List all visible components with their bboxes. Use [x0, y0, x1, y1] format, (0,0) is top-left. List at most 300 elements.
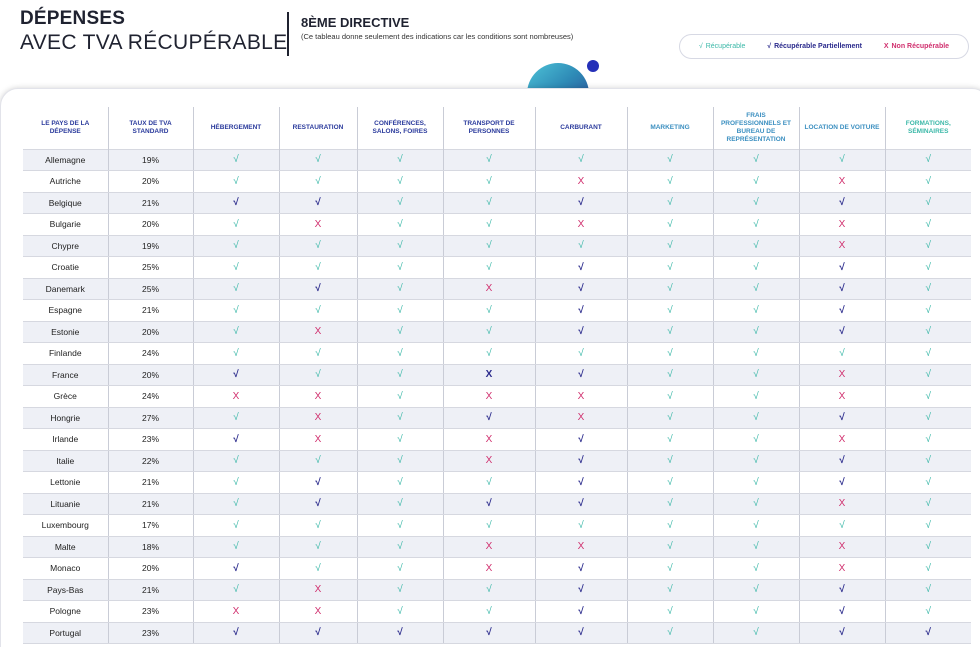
status-cell [799, 364, 885, 386]
status-cell [713, 472, 799, 494]
status-cell [535, 192, 627, 214]
cross-icon: X [314, 218, 322, 230]
status-cell [713, 192, 799, 214]
status-cell [193, 450, 279, 472]
country-cell: Italie [23, 450, 108, 472]
status-cell [357, 407, 443, 429]
table-row [23, 472, 971, 494]
status-cell [357, 450, 443, 472]
column-header: MARKETING [627, 107, 713, 149]
status-cell [193, 622, 279, 644]
status-cell [279, 450, 357, 472]
check-icon: √ [315, 240, 321, 252]
status-cell [443, 235, 535, 257]
cross-icon: X [314, 433, 322, 445]
check-icon: √ [233, 326, 239, 338]
status-cell [357, 214, 443, 236]
status-cell [357, 601, 443, 623]
country-cell: Estonie [23, 321, 108, 343]
status-cell [193, 171, 279, 193]
cross-icon: X [314, 326, 322, 338]
status-cell [799, 235, 885, 257]
cross-icon: X [485, 562, 493, 574]
status-cell [885, 579, 971, 601]
check-icon: √ [486, 627, 492, 639]
check-icon: √ [925, 218, 931, 230]
vat-rate-cell: 20% [108, 558, 193, 580]
status-cell [535, 300, 627, 322]
cross-icon: X [485, 433, 493, 445]
status-cell [799, 601, 885, 623]
check-icon: √ [233, 584, 239, 596]
table-body [23, 149, 971, 644]
table-row [23, 235, 971, 257]
table-row [23, 386, 971, 408]
table-row [23, 214, 971, 236]
cross-icon: X [485, 541, 493, 553]
title-divider [287, 12, 289, 56]
status-cell [535, 622, 627, 644]
vat-rate-cell: 21% [108, 472, 193, 494]
check-icon: √ [397, 498, 403, 510]
status-cell [193, 343, 279, 365]
check-icon: √ [667, 197, 673, 209]
status-cell [799, 407, 885, 429]
status-cell [535, 364, 627, 386]
status-cell [627, 493, 713, 515]
legend-non-recoverable [884, 43, 949, 50]
status-cell [799, 171, 885, 193]
status-cell [885, 493, 971, 515]
check-icon: √ [315, 519, 321, 531]
cross-icon: X [314, 412, 322, 424]
check-icon: √ [315, 476, 321, 488]
status-cell [885, 257, 971, 279]
country-cell: Malte [23, 536, 108, 558]
status-cell [885, 450, 971, 472]
check-icon: √ [233, 476, 239, 488]
check-icon: √ [667, 541, 673, 553]
status-cell [799, 579, 885, 601]
check-icon: √ [667, 347, 673, 359]
status-cell [713, 171, 799, 193]
cross-icon: X [485, 455, 493, 467]
check-icon: √ [667, 390, 673, 402]
status-cell [193, 558, 279, 580]
vat-rate-cell: 18% [108, 536, 193, 558]
vat-table [23, 107, 971, 644]
country-cell: Pologne [23, 601, 108, 623]
status-cell [799, 515, 885, 537]
check-icon: √ [233, 433, 239, 445]
status-cell [799, 622, 885, 644]
status-cell [799, 536, 885, 558]
status-cell [885, 149, 971, 171]
status-cell [357, 321, 443, 343]
status-cell [279, 493, 357, 515]
status-cell [799, 149, 885, 171]
check-icon: √ [397, 369, 403, 381]
status-cell [443, 149, 535, 171]
check-icon: √ [925, 541, 931, 553]
check-icon: √ [486, 218, 492, 230]
status-cell [885, 601, 971, 623]
check-icon: √ [839, 519, 845, 531]
country-cell: Portugal [23, 622, 108, 644]
cross-icon: X [577, 412, 585, 424]
cross-icon: X [485, 390, 493, 402]
status-cell [443, 450, 535, 472]
check-icon: √ [578, 347, 584, 359]
status-cell [357, 493, 443, 515]
status-cell [193, 364, 279, 386]
status-cell [279, 321, 357, 343]
check-icon: √ [578, 304, 584, 316]
check-icon: √ [486, 326, 492, 338]
check-icon: √ [925, 455, 931, 467]
check-icon: √ [753, 627, 759, 639]
status-cell [443, 622, 535, 644]
check-icon: √ [925, 197, 931, 209]
status-cell [279, 214, 357, 236]
directive-note: (Ce tableau donne seulement des indications car les conditions sont nombreuses) [301, 32, 574, 41]
column-header: FRAIS PROFESSIONNELS ET BUREAU DE REPRÉSENTATION [713, 107, 799, 149]
status-cell [713, 386, 799, 408]
status-cell [627, 450, 713, 472]
check-icon: √ [839, 627, 845, 639]
column-header: HÉBERGEMENT [193, 107, 279, 149]
check-icon: √ [753, 326, 759, 338]
status-cell [713, 278, 799, 300]
check-icon: √ [698, 43, 703, 50]
status-cell [357, 235, 443, 257]
status-cell [799, 472, 885, 494]
status-cell [357, 192, 443, 214]
check-icon: √ [753, 562, 759, 574]
status-cell [279, 149, 357, 171]
check-icon: √ [486, 175, 492, 187]
status-cell [627, 407, 713, 429]
status-cell [627, 558, 713, 580]
status-cell [443, 515, 535, 537]
country-cell: Croatie [23, 257, 108, 279]
check-icon: √ [753, 283, 759, 295]
status-cell [799, 278, 885, 300]
check-icon: √ [667, 240, 673, 252]
status-cell [713, 515, 799, 537]
cross-icon: X [232, 390, 240, 402]
legend [679, 34, 969, 59]
check-icon: √ [925, 304, 931, 316]
check-icon: √ [753, 175, 759, 187]
check-icon: √ [753, 369, 759, 381]
check-icon: √ [397, 519, 403, 531]
status-cell [443, 192, 535, 214]
check-icon: √ [753, 584, 759, 596]
table-header-row [23, 107, 971, 149]
vat-rate-cell: 25% [108, 257, 193, 279]
status-cell [535, 278, 627, 300]
status-cell [357, 343, 443, 365]
check-icon: √ [753, 154, 759, 166]
status-cell [799, 558, 885, 580]
table-row [23, 257, 971, 279]
legend-recoverable [699, 43, 746, 50]
status-cell [885, 235, 971, 257]
check-icon: √ [578, 627, 584, 639]
legend-partial [767, 43, 862, 50]
status-cell [535, 407, 627, 429]
status-cell [535, 386, 627, 408]
vat-rate-cell: 20% [108, 364, 193, 386]
status-cell [279, 515, 357, 537]
vat-rate-cell: 21% [108, 493, 193, 515]
status-cell [279, 579, 357, 601]
vat-rate-cell: 23% [108, 429, 193, 451]
table-row [23, 343, 971, 365]
country-cell: Irlande [23, 429, 108, 451]
status-cell [279, 343, 357, 365]
check-icon: √ [397, 541, 403, 553]
check-icon: √ [486, 304, 492, 316]
cross-icon: X [314, 584, 322, 596]
status-cell [193, 214, 279, 236]
check-icon: √ [233, 347, 239, 359]
check-icon: √ [315, 498, 321, 510]
check-icon: √ [667, 519, 673, 531]
status-cell [713, 558, 799, 580]
check-icon: √ [397, 283, 403, 295]
status-cell [443, 579, 535, 601]
status-cell [535, 601, 627, 623]
table-row [23, 558, 971, 580]
check-icon: √ [753, 476, 759, 488]
column-header: CARBURANT [535, 107, 627, 149]
column-header: LE PAYS DE LA DÉPENSE [41, 119, 90, 135]
column-header: RESTAURATION [279, 107, 357, 149]
status-cell [357, 579, 443, 601]
table-row [23, 622, 971, 644]
status-cell [713, 579, 799, 601]
check-icon: √ [753, 197, 759, 209]
country-cell: Espagne [23, 300, 108, 322]
status-cell [799, 192, 885, 214]
cross-icon: X [838, 498, 846, 510]
check-icon: √ [578, 498, 584, 510]
check-icon: √ [667, 433, 673, 445]
status-cell [627, 214, 713, 236]
status-cell [357, 386, 443, 408]
table-row [23, 149, 971, 171]
check-icon: √ [397, 433, 403, 445]
check-icon: √ [486, 197, 492, 209]
status-cell [443, 214, 535, 236]
check-icon: √ [839, 605, 845, 617]
check-icon: √ [397, 304, 403, 316]
check-icon: √ [397, 197, 403, 209]
status-cell [357, 300, 443, 322]
status-cell [535, 472, 627, 494]
status-cell [627, 192, 713, 214]
status-cell [279, 536, 357, 558]
legend-recoverable-label: Récupérable [705, 43, 746, 50]
check-icon: √ [753, 218, 759, 230]
vat-rate-cell: 20% [108, 214, 193, 236]
status-cell [885, 214, 971, 236]
check-icon: √ [233, 369, 239, 381]
status-cell [535, 450, 627, 472]
status-cell [885, 429, 971, 451]
status-cell [279, 472, 357, 494]
column-header: TRANSPORT DE PERSONNES [443, 107, 535, 149]
check-icon: √ [397, 455, 403, 467]
status-cell [193, 536, 279, 558]
check-icon: √ [925, 154, 931, 166]
status-cell [357, 622, 443, 644]
check-icon: √ [397, 476, 403, 488]
status-cell [357, 278, 443, 300]
status-cell [443, 493, 535, 515]
check-icon: √ [667, 261, 673, 273]
check-icon: √ [753, 455, 759, 467]
status-cell [535, 579, 627, 601]
check-icon: √ [486, 347, 492, 359]
status-cell [535, 321, 627, 343]
status-cell [885, 407, 971, 429]
vat-rate-cell: 23% [108, 601, 193, 623]
vat-rate-cell: 19% [108, 235, 193, 257]
check-icon: √ [839, 304, 845, 316]
status-cell [885, 192, 971, 214]
status-cell [279, 558, 357, 580]
table-row [23, 171, 971, 193]
check-icon: √ [315, 304, 321, 316]
directive-title: 8ÈME DIRECTIVE [301, 15, 410, 30]
status-cell [193, 300, 279, 322]
status-cell [627, 257, 713, 279]
vat-rate-cell: 21% [108, 192, 193, 214]
check-icon: √ [925, 240, 931, 252]
check-icon: √ [315, 175, 321, 187]
check-icon: √ [925, 562, 931, 574]
check-icon: √ [233, 412, 239, 424]
check-icon: √ [486, 412, 492, 424]
check-icon: √ [486, 240, 492, 252]
status-cell [885, 536, 971, 558]
status-cell [443, 343, 535, 365]
vat-rate-cell: 20% [108, 321, 193, 343]
status-cell [627, 386, 713, 408]
status-cell [885, 622, 971, 644]
status-cell [357, 558, 443, 580]
check-icon: √ [578, 154, 584, 166]
status-cell [193, 601, 279, 623]
status-cell [535, 429, 627, 451]
table-row [23, 407, 971, 429]
country-cell: Danemark [23, 278, 108, 300]
check-icon: √ [578, 562, 584, 574]
status-cell [799, 450, 885, 472]
cross-icon: X [232, 605, 240, 617]
vat-rate-cell: 23% [108, 622, 193, 644]
status-cell [885, 321, 971, 343]
check-icon: √ [839, 326, 845, 338]
check-icon: √ [753, 498, 759, 510]
status-cell [193, 429, 279, 451]
status-cell [535, 493, 627, 515]
check-icon: √ [578, 433, 584, 445]
check-icon: √ [397, 240, 403, 252]
table-row [23, 192, 971, 214]
check-icon: √ [233, 455, 239, 467]
status-cell [443, 472, 535, 494]
table-row [23, 429, 971, 451]
column-header: CONFÉRENCES, SALONS, FOIRES [357, 107, 443, 149]
status-cell [627, 601, 713, 623]
check-icon: √ [486, 584, 492, 596]
cross-icon: X [485, 369, 493, 381]
check-icon: √ [486, 476, 492, 488]
check-icon: √ [753, 390, 759, 402]
status-cell [193, 278, 279, 300]
check-icon: √ [315, 347, 321, 359]
cross-icon: X [577, 541, 585, 553]
check-icon: √ [925, 369, 931, 381]
check-icon: √ [233, 627, 239, 639]
check-icon: √ [233, 175, 239, 187]
status-cell [357, 472, 443, 494]
status-cell [627, 536, 713, 558]
vat-rate-cell: 27% [108, 407, 193, 429]
cross-icon: X [314, 390, 322, 402]
check-icon: √ [315, 283, 321, 295]
status-cell [799, 386, 885, 408]
check-icon: √ [753, 519, 759, 531]
table-row [23, 579, 971, 601]
status-cell [279, 386, 357, 408]
vat-rate-cell: 22% [108, 450, 193, 472]
check-icon: √ [839, 283, 845, 295]
table-card [0, 88, 980, 647]
check-icon: √ [667, 455, 673, 467]
country-cell: Bulgarie [23, 214, 108, 236]
check-icon: √ [486, 605, 492, 617]
status-cell [627, 515, 713, 537]
check-icon: √ [486, 154, 492, 166]
check-icon: √ [667, 605, 673, 617]
check-icon: √ [667, 154, 673, 166]
check-icon: √ [315, 455, 321, 467]
status-cell [713, 235, 799, 257]
status-cell [713, 364, 799, 386]
cross-icon: X [838, 175, 846, 187]
check-icon: √ [839, 476, 845, 488]
check-icon: √ [578, 369, 584, 381]
country-cell: France [23, 364, 108, 386]
status-cell [885, 343, 971, 365]
status-cell [627, 278, 713, 300]
check-icon: √ [667, 218, 673, 230]
status-cell [713, 149, 799, 171]
check-icon: √ [486, 519, 492, 531]
status-cell [799, 343, 885, 365]
vat-rate-cell: 21% [108, 300, 193, 322]
status-cell [885, 515, 971, 537]
check-icon: √ [753, 304, 759, 316]
status-cell [357, 515, 443, 537]
check-icon: √ [753, 261, 759, 273]
status-cell [193, 407, 279, 429]
